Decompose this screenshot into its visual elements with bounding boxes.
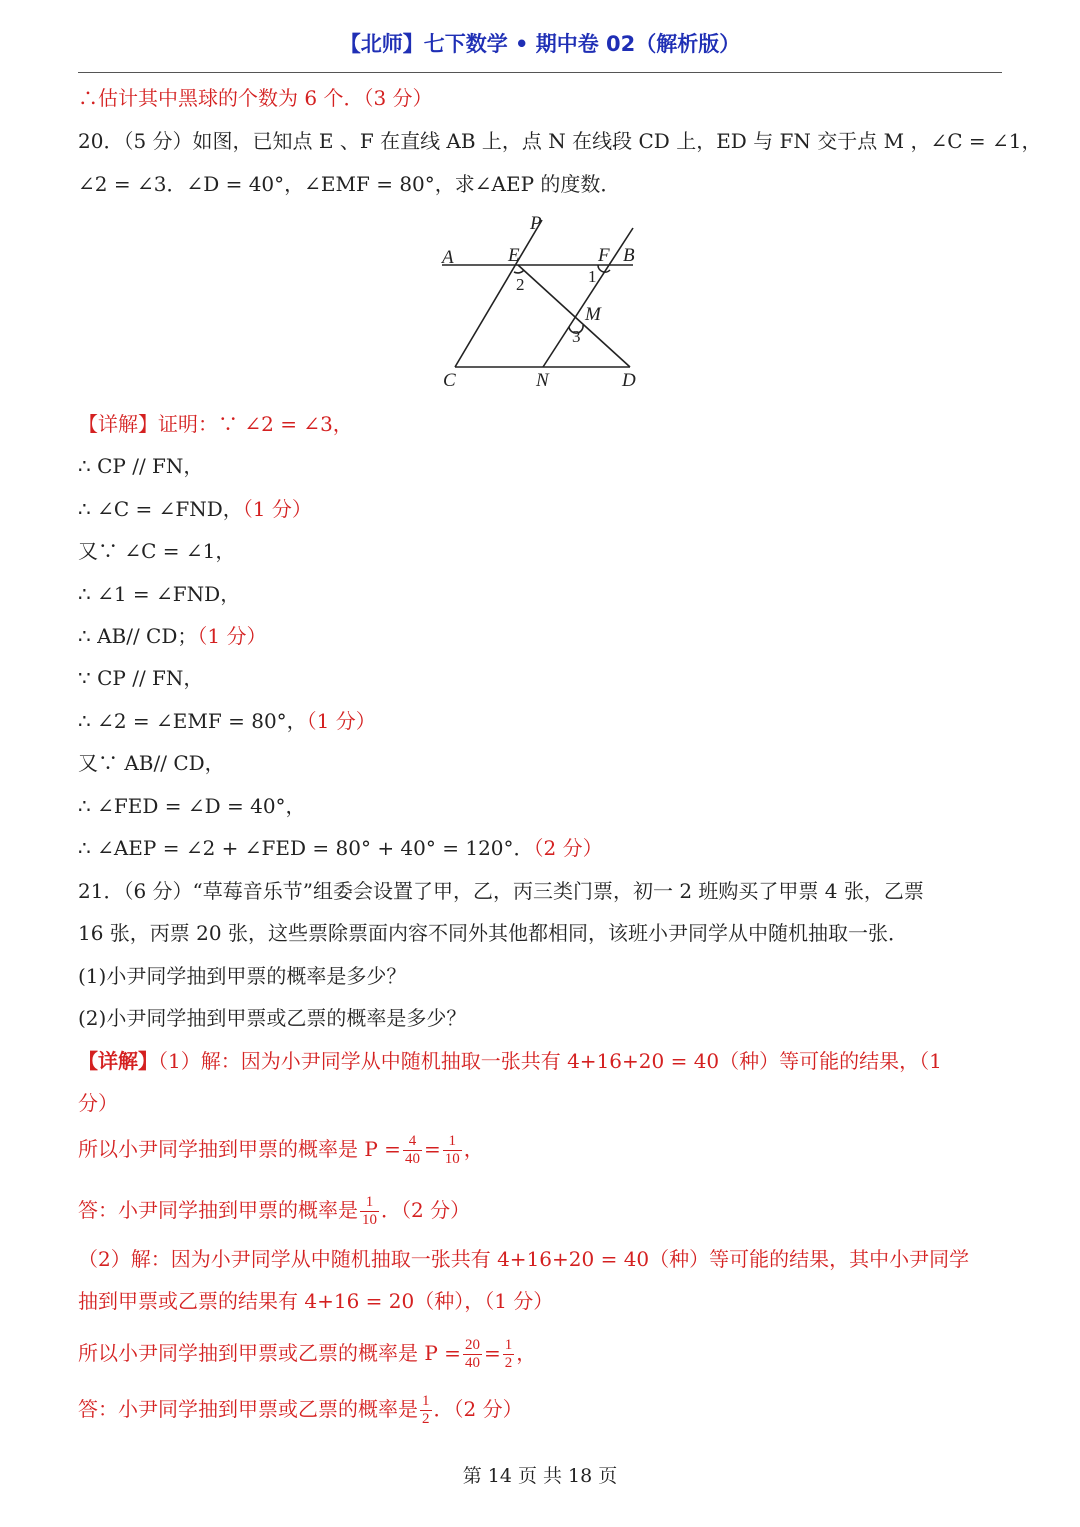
solution-text: ∴ AB// CD； (78, 624, 198, 648)
question-21-line2: 16 张，丙票 20 张，这些票除票面内容不同外其他都相同，该班小尹同学从中随机抽取一张． (78, 921, 908, 945)
page-header: 【北师】七下数学 • 期中卷 02（解析版） (339, 32, 741, 56)
solution-20-line5: ∴ ∠1 = ∠FND， (78, 582, 241, 606)
solution-text: 证明：∵ ∠2 = ∠3， (158, 412, 353, 436)
label-m: M (585, 304, 601, 325)
question-21-part2: (2)小尹同学抽到甲票或乙票的概率是多少？ (78, 1006, 467, 1030)
question-20-line1: 20．（5 分）如图，已知点 E 、F 在直线 AB 上，点 N 在线段 CD 上，ED 与 FN 交于点 M ，∠C = ∠1， (78, 129, 1042, 153)
label-a: A (442, 247, 454, 268)
header-rule (78, 72, 1002, 73)
solution-20-line11 (78, 835, 603, 861)
answer-21-1-line4 (78, 1194, 470, 1229)
punct: ， (463, 1137, 484, 1161)
question-21-line1: 21．（6 分）“草莓音乐节”组委会设置了甲，乙，丙三类门票，初一 2 班购买了甲票 4 张，乙票 (78, 879, 924, 903)
answer-text: 所以小尹同学抽到甲票的概率是 P = (78, 1137, 401, 1161)
numerator: 1 (504, 1337, 513, 1353)
answer-21-2-line4 (78, 1393, 523, 1428)
geometry-figure (430, 210, 650, 395)
solution-20-line4: 又∵ ∠C = ∠1， (78, 539, 236, 563)
question-21-part1: (1)小尹同学抽到甲票的概率是多少？ (78, 964, 407, 988)
label-e: E (508, 245, 520, 266)
label-d: D (622, 370, 636, 391)
punct: ， (516, 1341, 537, 1365)
points: （1 分） (197, 624, 267, 648)
denominator: 40 (464, 1355, 480, 1371)
solution-20-line6 (78, 623, 267, 649)
fraction (403, 1133, 422, 1168)
label-p: P (530, 213, 542, 234)
solution-20-line3 (78, 496, 312, 522)
answer-21-2-line2: 抽到甲票或乙票的结果有 4+16 = 20（种），（1 分） (78, 1289, 554, 1313)
line-nf (543, 228, 633, 367)
points: （2 分） (533, 836, 603, 860)
solution-text: ∴ ∠C = ∠FND， (78, 497, 243, 521)
fraction (463, 1337, 482, 1372)
solution-20-line2: ∴ CP // FN， (78, 454, 204, 478)
detail-tag: 【详解】 (78, 1049, 158, 1073)
fraction (420, 1393, 432, 1428)
denominator: 10 (362, 1212, 377, 1228)
answer-21-2-line1: （2）解：因为小尹同学从中随机抽取一张共有 4+16+20 = 40（种）等可能的结果，其中小尹同学 (78, 1247, 970, 1271)
label-angle-2: 2 (516, 275, 525, 294)
label-angle-3: 3 (572, 327, 581, 346)
fraction (443, 1133, 462, 1168)
answer-text: ．（2 分） (381, 1198, 471, 1222)
answer-text: 答：小尹同学抽到甲票或乙票的概率是 (78, 1397, 418, 1421)
points: （1 分） (242, 497, 312, 521)
denominator: 2 (504, 1355, 513, 1371)
detail-tag: 【详解】 (78, 412, 158, 436)
answer-text: 所以小尹同学抽到甲票或乙票的概率是 P = (78, 1341, 461, 1365)
fraction (360, 1194, 379, 1229)
label-angle-1: 1 (588, 267, 597, 286)
solution-20-line1 (78, 411, 353, 437)
numerator: 20 (464, 1337, 480, 1353)
solution-20-line8 (78, 708, 376, 734)
solution-20-line9: 又∵ AB// CD， (78, 751, 225, 775)
denominator: 40 (404, 1151, 420, 1167)
solution-20-line7: ∵ CP // FN， (78, 666, 204, 690)
equals: = (423, 1137, 441, 1161)
label-b: B (623, 245, 635, 266)
fraction (503, 1337, 515, 1372)
line-ed (518, 265, 630, 367)
numerator: 1 (422, 1393, 430, 1409)
points: （1 分） (306, 709, 376, 733)
answer-21-1-line2: 分） (78, 1091, 118, 1115)
question-20-line2: ∠2 = ∠3．∠D = 40°，∠EMF = 80°，求∠AEP 的度数． (78, 172, 621, 196)
line-cp (455, 220, 542, 367)
answer-21-1-line1 (78, 1048, 942, 1074)
label-c: C (443, 370, 456, 391)
answer-21-1-line3 (78, 1133, 484, 1168)
page-footer: 第 14 页 共 18 页 (462, 1465, 618, 1487)
equals: = (483, 1341, 501, 1365)
answer-21-2-line3 (78, 1337, 536, 1372)
answer-line: ∴估计其中黑球的个数为 6 个．（3 分） (78, 86, 433, 110)
solution-20-line10: ∴ ∠FED = ∠D = 40°， (78, 794, 306, 818)
answer-text: ．（2 分） (433, 1397, 523, 1421)
answer-text: （1）解：因为小尹同学从中随机抽取一张共有 4+16+20 = 40（种）等可能的结果，（1 (158, 1049, 942, 1073)
numerator: 1 (443, 1133, 462, 1151)
numerator: 1 (360, 1194, 379, 1212)
numerator: 4 (403, 1133, 422, 1151)
label-n: N (536, 370, 549, 391)
solution-text: ∴ ∠AEP = ∠2 + ∠FED = 80° + 40° = 120°． (78, 836, 534, 860)
denominator: 10 (444, 1151, 460, 1167)
solution-text: ∴ ∠2 = ∠EMF = 80°， (78, 709, 307, 733)
label-f: F (598, 245, 610, 266)
angle-2-arc (514, 270, 524, 273)
denominator: 2 (422, 1411, 430, 1427)
answer-text: 答：小尹同学抽到甲票的概率是 (78, 1198, 358, 1222)
